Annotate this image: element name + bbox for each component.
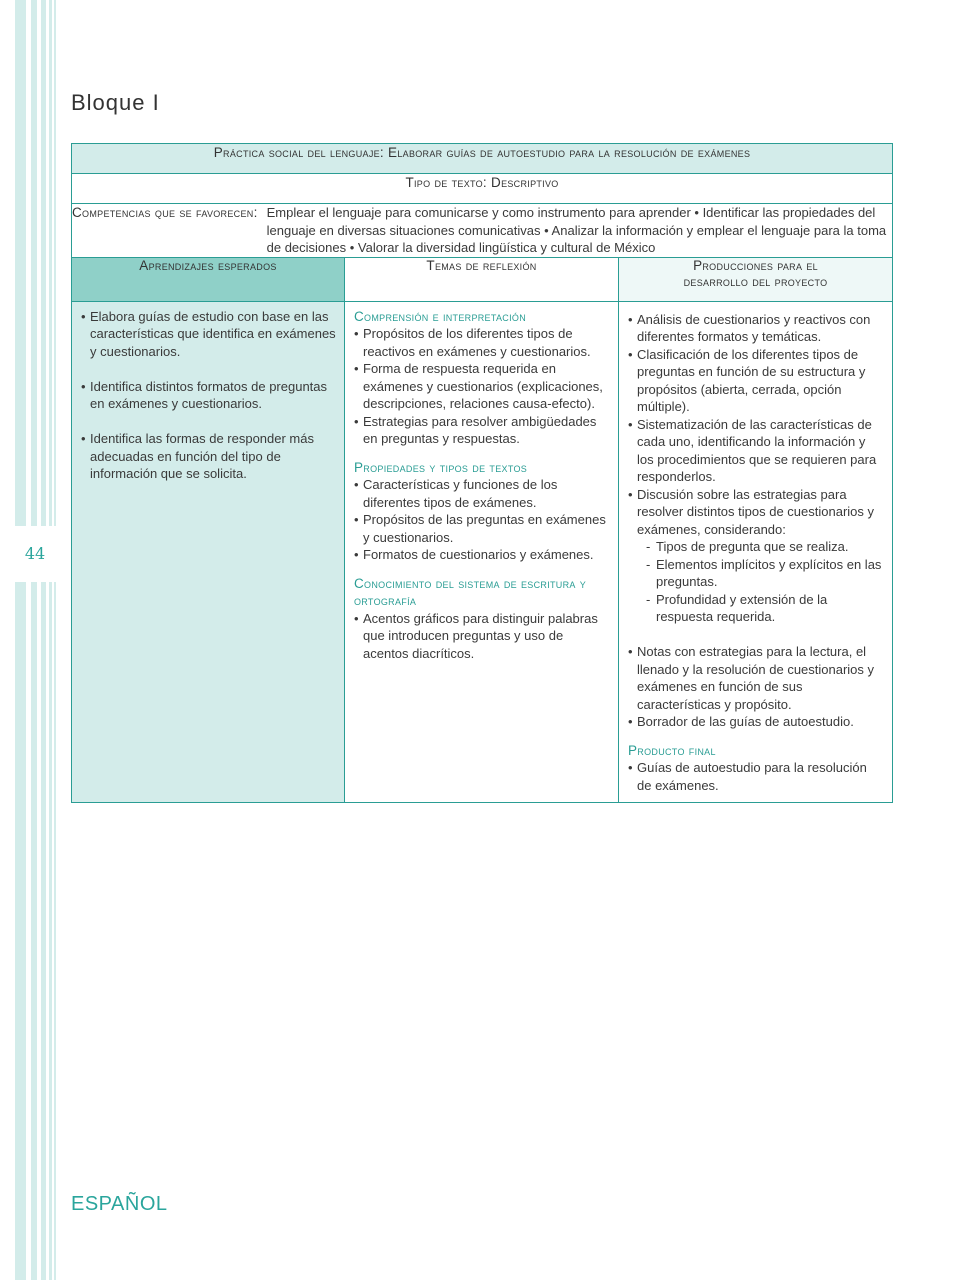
header-producciones-label: Producciones para el desarrollo del proyecto xyxy=(683,257,828,289)
list-item: • Borrador de las guías de autoestudio. xyxy=(628,713,884,731)
study-plan-table xyxy=(71,143,893,803)
practica-social-title: Práctica social del lenguaje: Elaborar guías de autoestudio para la resolución de exámenes xyxy=(213,145,751,160)
competencias-label: Competencias que se favorecen: xyxy=(72,205,258,220)
temas-section xyxy=(354,308,610,448)
producciones-column xyxy=(619,301,893,803)
page-number: 44 xyxy=(24,544,46,563)
list-item: • Forma de respuesta requerida en exámenes y cuestionarios (explicaciones, descripciones, relaciones causa-efecto). xyxy=(354,360,610,413)
decorative-margin-stripes xyxy=(0,0,60,1280)
sub-list xyxy=(637,538,884,626)
aprendizajes-list xyxy=(81,308,336,483)
temas-column xyxy=(345,301,619,803)
list-item: • Notas con estrategias para la lectura, el llenado y la resolución de cuestionarios y exámenes en función de sus características y propósito. xyxy=(628,643,884,713)
list-item: • Identifica distintos formatos de preguntas en exámenes y cuestionarios. xyxy=(81,378,336,413)
producciones-list xyxy=(628,311,884,731)
competencias-cell xyxy=(72,204,893,258)
list-item: • Guías de autoestudio para la resolución de exámenes. xyxy=(628,759,884,794)
temas-section xyxy=(354,575,610,663)
header-temas-label: Temas de reflexión xyxy=(426,257,537,273)
section-title: Producto final xyxy=(628,742,716,758)
list-item: • Estrategias para resolver ambigüedades en preguntas y respuestas. xyxy=(354,413,610,448)
sub-list-item: - Profundidad y extensión de la respuesta requerida. xyxy=(646,591,884,626)
aprendizajes-column xyxy=(72,301,345,803)
list-item: • Análisis de cuestionarios y reactivos con diferentes formatos y temáticas. xyxy=(628,311,884,346)
header-aprendizajes xyxy=(72,257,345,301)
list-item: • Elabora guías de estudio con base en las características que identifica en exámenes y cuestionarios. xyxy=(81,308,336,361)
sub-list-item: - Tipos de pregunta que se realiza. xyxy=(646,538,884,556)
list-item: • Propósitos de las preguntas en exámenes y cuestionarios. xyxy=(354,511,610,546)
header-producciones xyxy=(619,257,893,301)
list-item: • Sistematización de las características de cada uno, identificando la información y los procedimientos que se requieren para responderlos. xyxy=(628,416,884,486)
temas-section xyxy=(354,459,610,564)
list-item: • Clasificación de los diferentes tipos de preguntas en función de su estructura y propósitos (abierta, cerrada, opción múltiple). xyxy=(628,346,884,416)
tipo-texto-cell xyxy=(72,174,893,204)
header-temas xyxy=(345,257,619,301)
producto-final-section xyxy=(628,742,884,795)
footer-subject: ESPAÑOL xyxy=(71,1193,168,1215)
header-aprendizajes-label: Aprendizajes esperados xyxy=(139,257,277,273)
competencias-text: Emplear el lenguaje para comunicarse y como instrumento para aprender • Identificar las propiedades del lenguaje en diversas situaciones comunicativas • Analizar la información y emplear el lenguaje para la toma de decisiones • Valorar la diversidad lingüística y cultural de México xyxy=(266,205,887,255)
section-title: Comprensión e interpretación xyxy=(354,308,526,324)
block-title: Bloque I xyxy=(71,90,160,115)
tipo-texto-title: Tipo de texto: Descriptivo xyxy=(405,175,559,190)
sub-list-item: - Elementos implícitos y explícitos en las preguntas. xyxy=(646,556,884,591)
list-item: • Características y funciones de los diferentes tipos de exámenes. xyxy=(354,476,610,511)
list-item: • Identifica las formas de responder más adecuadas en función del tipo de información que se solicita. xyxy=(81,430,336,483)
section-title: Conocimiento del sistema de escritura y ortografía xyxy=(354,575,587,608)
list-item xyxy=(628,486,884,626)
list-item: • Acentos gráficos para distinguir palabras que introducen preguntas y uso de acentos diacríticos. xyxy=(354,610,610,663)
practica-social-cell xyxy=(72,144,893,174)
section-title: Propiedades y tipos de textos xyxy=(354,459,528,475)
list-item-text: Discusión sobre las estrategias para resolver distintos tipos de cuestionarios y exámenes, considerando: xyxy=(637,486,875,537)
list-item: • Propósitos de los diferentes tipos de reactivos en exámenes y cuestionarios. xyxy=(354,325,610,360)
list-item: • Formatos de cuestionarios y exámenes. xyxy=(354,546,610,564)
